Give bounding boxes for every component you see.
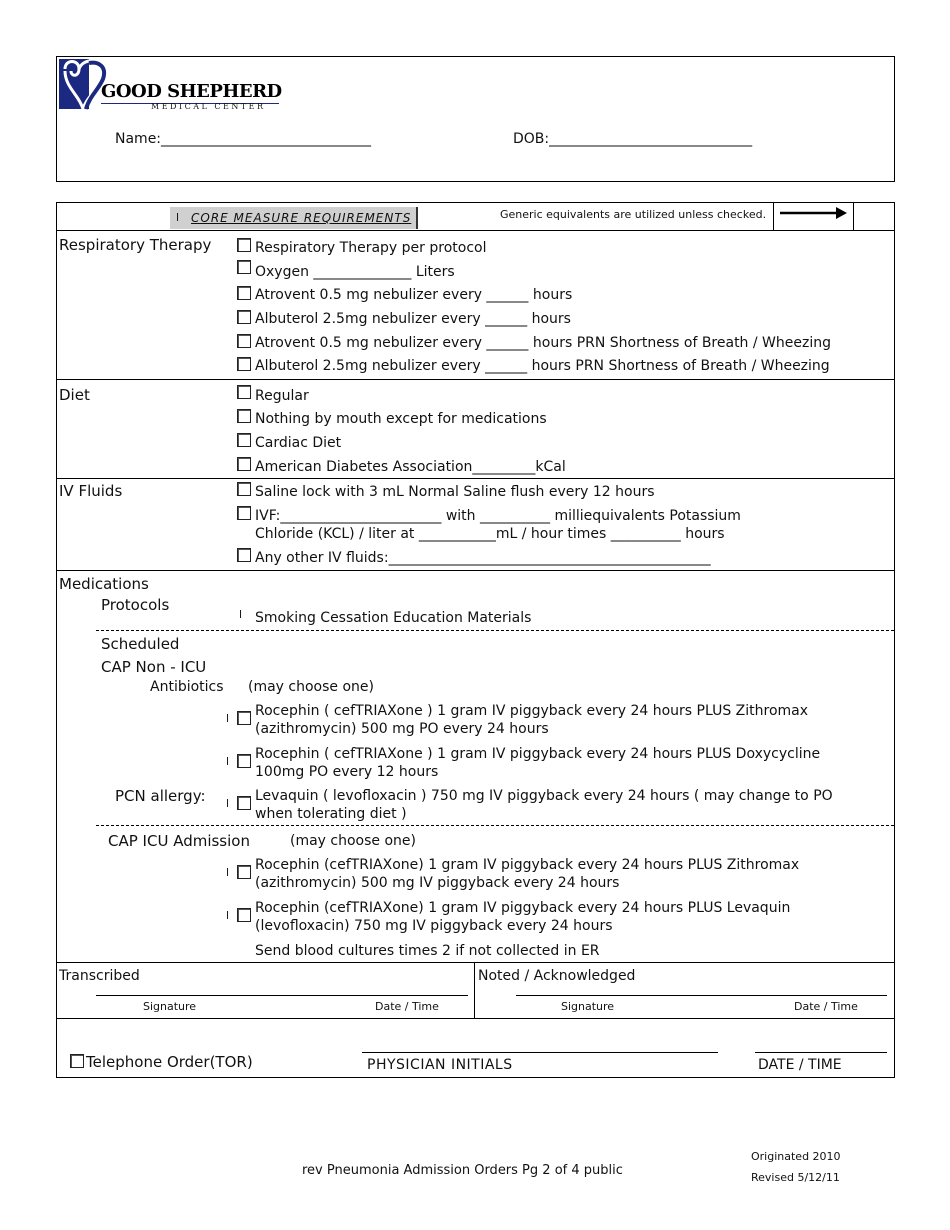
generic-note: Generic equivalents are utilized unless checked.	[500, 208, 767, 221]
order-item-continued: when tolerating diet )	[255, 806, 407, 822]
logo-sub-text: MEDICAL CENTER	[151, 102, 266, 111]
checkbox[interactable]	[237, 796, 251, 810]
order-item: Atrovent 0.5 mg nebulizer every ______ hours PRN Shortness of Breath / Wheezing	[255, 335, 831, 351]
originated-date: Originated 2010	[751, 1150, 841, 1163]
core-marker: l	[176, 211, 180, 224]
antibiotics-label: Antibiotics	[150, 679, 224, 695]
generic-override-checkbox[interactable]	[855, 204, 893, 229]
order-item: Rocephin ( cefTRIAXone ) 1 gram IV piggyback every 24 hours PLUS Zithromax	[255, 703, 809, 719]
checkbox[interactable]	[237, 754, 251, 768]
order-item: Nothing by mouth except for medications	[255, 411, 547, 427]
pcn-allergy-label: PCN allergy:	[115, 787, 206, 805]
blood-cultures-note: Send blood cultures times 2 if not collected in ER	[255, 943, 600, 959]
section-diet: Diet	[59, 386, 90, 404]
order-item-continued: (azithromycin) 500 mg IV piggyback every 24 hours	[255, 875, 620, 891]
order-item: American Diabetes Association_________kCal	[255, 459, 566, 475]
checkbox[interactable]	[237, 238, 251, 252]
signature-caption: Signature	[143, 1000, 197, 1013]
document-title: rev Pneumonia Admission Orders Pg 2 of 4 public	[302, 1163, 623, 1178]
order-item: Levaquin ( levofloxacin ) 750 mg IV piggyback every 24 hours ( may change to PO	[255, 788, 833, 804]
section-medications: Medications	[59, 575, 149, 593]
checkbox[interactable]	[237, 908, 251, 922]
logo	[59, 59, 281, 111]
order-item: Atrovent 0.5 mg nebulizer every ______ hours	[255, 287, 573, 303]
core-measure-marker: l	[226, 797, 230, 810]
physician-initials-label: PHYSICIAN INITIALS	[367, 1057, 513, 1073]
cap-icu-label: CAP ICU Admission	[108, 832, 250, 850]
order-item-continued: (levofloxacin) 750 mg IV piggyback every 24 hours	[255, 918, 613, 934]
noted-label: Noted / Acknowledged	[478, 968, 636, 984]
order-item: Rocephin (cefTRIAXone) 1 gram IV piggyback every 24 hours PLUS Zithromax	[255, 857, 800, 873]
scheduled-label: Scheduled	[101, 635, 180, 653]
order-item: Oxygen ______________ Liters	[255, 264, 455, 280]
cap-non-icu-label: CAP Non - ICU	[101, 658, 207, 676]
core-measure-marker: l	[226, 755, 230, 768]
may-choose-note: (may choose one)	[290, 833, 416, 849]
checkbox[interactable]	[237, 334, 251, 348]
transcribed-label: Transcribed	[59, 968, 140, 984]
date-time-label: DATE / TIME	[758, 1057, 842, 1073]
arrow-right-icon	[780, 206, 848, 220]
order-item: Rocephin (cefTRIAXone) 1 gram IV piggyback every 24 hours PLUS Levaquin	[255, 900, 791, 916]
order-item: Cardiac Diet	[255, 435, 342, 451]
smoking-cessation: Smoking Cessation Education Materials	[255, 610, 532, 626]
date-time-line[interactable]	[755, 1052, 887, 1053]
telephone-order-checkbox[interactable]	[70, 1054, 84, 1068]
checkbox[interactable]	[237, 548, 251, 562]
order-item: Any other IV fluids:______________________________________________	[255, 550, 711, 566]
core-measure-marker: l	[226, 909, 230, 922]
checkbox[interactable]	[237, 711, 251, 725]
order-item-continued: Chloride (KCL) / liter at ___________mL / hour times __________ hours	[255, 526, 725, 542]
checkbox[interactable]	[237, 506, 251, 520]
section-iv-fluids: IV Fluids	[59, 482, 123, 500]
order-item: Albuterol 2.5mg nebulizer every ______ hours	[255, 311, 571, 327]
physician-initials-line[interactable]	[362, 1052, 718, 1053]
logo-main-text: GOOD SHEPHERD	[101, 81, 282, 102]
order-item: Regular	[255, 388, 309, 404]
checkbox[interactable]	[237, 260, 251, 274]
order-item: IVF:_______________________ with __________ milliequivalents Potassium	[255, 508, 741, 524]
checkbox[interactable]	[237, 457, 251, 471]
order-item-continued: 100mg PO every 12 hours	[255, 764, 439, 780]
order-item: Saline lock with 3 mL Normal Saline flush every 12 hours	[255, 484, 655, 500]
checkbox[interactable]	[237, 865, 251, 879]
core-measure-title: CORE MEASURE REQUIREMENTS	[191, 211, 412, 225]
order-item: Rocephin ( cefTRIAXone ) 1 gram IV piggyback every 24 hours PLUS Doxycycline	[255, 746, 821, 762]
checkbox[interactable]	[237, 310, 251, 324]
telephone-order-label: Telephone Order(TOR)	[86, 1053, 253, 1071]
checkbox[interactable]	[237, 286, 251, 300]
noted-signature-line[interactable]	[516, 995, 887, 996]
name-field[interactable]: Name:______________________________	[115, 131, 372, 147]
checkbox[interactable]	[237, 482, 251, 496]
may-choose-note: (may choose one)	[248, 679, 374, 695]
revised-date: Revised 5/12/11	[751, 1171, 840, 1184]
order-item-continued: (azithromycin) 500 mg PO every 24 hours	[255, 721, 549, 737]
protocols-label: Protocols	[101, 596, 170, 614]
signature-caption: Signature	[561, 1000, 615, 1013]
order-item: Albuterol 2.5mg nebulizer every ______ hours PRN Shortness of Breath / Wheezing	[255, 358, 830, 374]
date-time-caption: Date / Time	[375, 1000, 439, 1013]
checkbox[interactable]	[237, 409, 251, 423]
date-time-caption: Date / Time	[794, 1000, 858, 1013]
dob-field[interactable]: DOB:_____________________________	[513, 131, 753, 147]
order-item: Respiratory Therapy per protocol	[255, 240, 487, 256]
checkbox[interactable]	[237, 385, 251, 399]
section-respiratory: Respiratory Therapy	[59, 236, 212, 254]
core-measure-marker: l	[239, 608, 243, 621]
core-measure-marker: l	[226, 712, 230, 725]
checkbox[interactable]	[237, 357, 251, 371]
transcribed-signature-line[interactable]	[96, 995, 468, 996]
core-measure-marker: l	[226, 866, 230, 879]
checkbox[interactable]	[237, 433, 251, 447]
